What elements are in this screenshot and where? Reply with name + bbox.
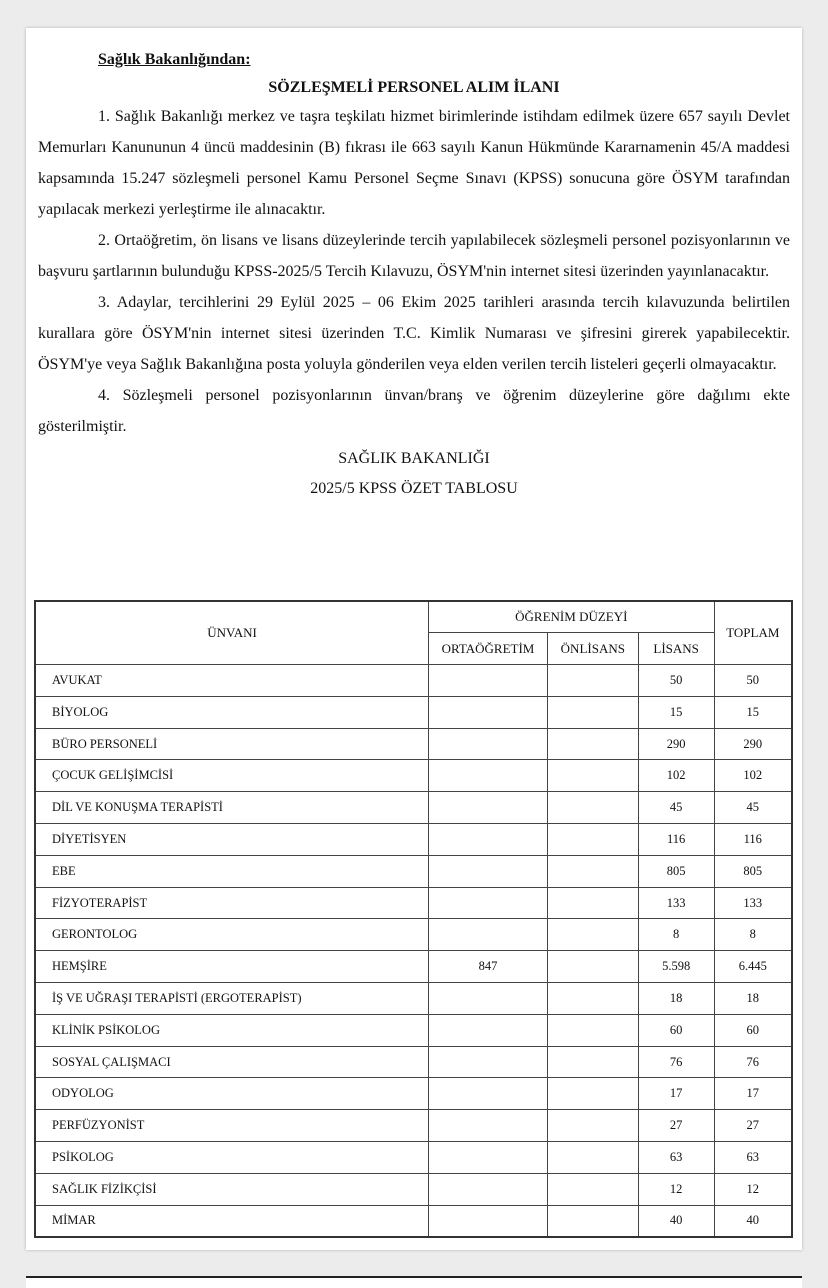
table-row xyxy=(35,760,792,792)
cell-unvan: SOSYAL ÇALIŞMACI xyxy=(35,1046,429,1078)
cell-toplam: 50 xyxy=(714,665,792,697)
cell-onlisans xyxy=(547,665,638,697)
kpss-summary-table xyxy=(34,600,793,1238)
cell-lisans: 63 xyxy=(638,1142,714,1174)
cell-unvan: İŞ VE UĞRAŞI TERAPİSTİ (ERGOTERAPİST) xyxy=(35,983,429,1015)
cell-ortaogretim xyxy=(429,696,548,728)
table-row xyxy=(35,665,792,697)
cell-toplam: 6.445 xyxy=(714,951,792,983)
cell-ortaogretim xyxy=(429,824,548,856)
table-row xyxy=(35,983,792,1015)
table-row xyxy=(35,1110,792,1142)
cell-onlisans xyxy=(547,792,638,824)
cell-lisans: 8 xyxy=(638,919,714,951)
cell-unvan: ODYOLOG xyxy=(35,1078,429,1110)
cell-ortaogretim xyxy=(429,1078,548,1110)
cell-onlisans xyxy=(547,855,638,887)
cell-unvan: GERONTOLOG xyxy=(35,919,429,951)
cell-onlisans xyxy=(547,1078,638,1110)
document-page xyxy=(26,28,802,1250)
cell-toplam: 63 xyxy=(714,1142,792,1174)
header-onlisans: ÖNLİSANS xyxy=(547,633,638,665)
cell-lisans: 290 xyxy=(638,728,714,760)
table-row xyxy=(35,1014,792,1046)
header-ortaogretim: ORTAÖĞRETİM xyxy=(429,633,548,665)
cell-unvan: KLİNİK PSİKOLOG xyxy=(35,1014,429,1046)
next-page-edge xyxy=(26,1276,802,1288)
table-row xyxy=(35,696,792,728)
cell-toplam: 8 xyxy=(714,919,792,951)
table-row xyxy=(35,919,792,951)
cell-onlisans xyxy=(547,951,638,983)
table-row xyxy=(35,1173,792,1205)
cell-onlisans xyxy=(547,760,638,792)
table-row xyxy=(35,887,792,919)
table-row xyxy=(35,1046,792,1078)
cell-ortaogretim xyxy=(429,1205,548,1237)
table-row xyxy=(35,728,792,760)
document-body xyxy=(38,50,790,502)
cell-toplam: 17 xyxy=(714,1078,792,1110)
cell-lisans: 17 xyxy=(638,1078,714,1110)
table-row xyxy=(35,1142,792,1174)
cell-unvan: DİYETİSYEN xyxy=(35,824,429,856)
cell-toplam: 40 xyxy=(714,1205,792,1237)
cell-onlisans xyxy=(547,983,638,1015)
cell-onlisans xyxy=(547,824,638,856)
cell-onlisans xyxy=(547,919,638,951)
cell-toplam: 290 xyxy=(714,728,792,760)
cell-unvan: AVUKAT xyxy=(35,665,429,697)
cell-lisans: 60 xyxy=(638,1014,714,1046)
cell-ortaogretim: 847 xyxy=(429,951,548,983)
cell-ortaogretim xyxy=(429,728,548,760)
cell-onlisans xyxy=(547,1173,638,1205)
cell-unvan: FİZYOTERAPİST xyxy=(35,887,429,919)
cell-onlisans xyxy=(547,1110,638,1142)
cell-toplam: 76 xyxy=(714,1046,792,1078)
cell-lisans: 18 xyxy=(638,983,714,1015)
cell-unvan: ÇOCUK GELİŞİMCİSİ xyxy=(35,760,429,792)
cell-lisans: 76 xyxy=(638,1046,714,1078)
table-title-ministry: SAĞLIK BAKANLIĞI xyxy=(338,450,490,467)
table-row xyxy=(35,824,792,856)
cell-unvan: MİMAR xyxy=(35,1205,429,1237)
table-row xyxy=(35,855,792,887)
cell-ortaogretim xyxy=(429,792,548,824)
issuer-heading: Sağlık Bakanlığından: xyxy=(98,51,251,68)
table-body xyxy=(35,665,792,1237)
paragraph-4: 4. Sözleşmeli personel pozisyonlarının ünvan/branş ve öğrenim düzeylerine göre dağılımı ekte gösterilmiştir. xyxy=(38,387,790,435)
cell-onlisans xyxy=(547,1046,638,1078)
cell-lisans: 45 xyxy=(638,792,714,824)
cell-ortaogretim xyxy=(429,665,548,697)
announcement-title: SÖZLEŞMELİ PERSONEL ALIM İLANI xyxy=(268,79,560,96)
cell-toplam: 60 xyxy=(714,1014,792,1046)
cell-toplam: 45 xyxy=(714,792,792,824)
cell-lisans: 40 xyxy=(638,1205,714,1237)
cell-toplam: 12 xyxy=(714,1173,792,1205)
header-lisans: LİSANS xyxy=(638,633,714,665)
cell-lisans: 102 xyxy=(638,760,714,792)
cell-toplam: 15 xyxy=(714,696,792,728)
cell-onlisans xyxy=(547,1014,638,1046)
cell-ortaogretim xyxy=(429,1014,548,1046)
cell-unvan: DİL VE KONUŞMA TERAPİSTİ xyxy=(35,792,429,824)
cell-lisans: 5.598 xyxy=(638,951,714,983)
header-toplam: TOPLAM xyxy=(714,601,792,665)
header-unvan: ÜNVANI xyxy=(35,601,429,665)
cell-ortaogretim xyxy=(429,1110,548,1142)
table-title-summary: 2025/5 KPSS ÖZET TABLOSU xyxy=(310,480,518,497)
cell-toplam: 18 xyxy=(714,983,792,1015)
cell-lisans: 27 xyxy=(638,1110,714,1142)
cell-ortaogretim xyxy=(429,1046,548,1078)
cell-lisans: 133 xyxy=(638,887,714,919)
cell-ortaogretim xyxy=(429,1173,548,1205)
paragraph-1: 1. Sağlık Bakanlığı merkez ve taşra teşkilatı hizmet birimlerinde istihdam edilmek üzere 657 sayılı Devlet Memurları Kanununun 4 üncü maddesinin (B) fıkrası ile 663 sayılı Kanun Hükmünde Kararnamenin 45/A maddesi kapsamında 15.247 sözleşmeli personel Kamu Personel Seçme Sınavı (KPSS) sonucuna göre ÖSYM tarafından yapılacak merkezi yerleştirme ile alınacaktır. xyxy=(38,108,790,218)
cell-lisans: 15 xyxy=(638,696,714,728)
cell-unvan: PSİKOLOG xyxy=(35,1142,429,1174)
cell-lisans: 12 xyxy=(638,1173,714,1205)
cell-unvan: BİYOLOG xyxy=(35,696,429,728)
cell-onlisans xyxy=(547,887,638,919)
cell-ortaogretim xyxy=(429,887,548,919)
header-ogrenim-duzeyi: ÖĞRENİM DÜZEYİ xyxy=(429,601,715,633)
cell-ortaogretim xyxy=(429,1142,548,1174)
table-row xyxy=(35,792,792,824)
cell-unvan: EBE xyxy=(35,855,429,887)
table-row xyxy=(35,951,792,983)
cell-onlisans xyxy=(547,728,638,760)
cell-lisans: 50 xyxy=(638,665,714,697)
cell-unvan: SAĞLIK FİZİKÇİSİ xyxy=(35,1173,429,1205)
cell-ortaogretim xyxy=(429,760,548,792)
cell-toplam: 805 xyxy=(714,855,792,887)
cell-unvan: HEMŞİRE xyxy=(35,951,429,983)
paragraph-3: 3. Adaylar, tercihlerini 29 Eylül 2025 – 06 Ekim 2025 tarihleri arasında tercih kılavuzunda belirtilen kurallara göre ÖSYM'nin internet sitesi üzerinden T.C. Kimlik Numarası ve şifresini girerek yapabilecektir. ÖSYM'ye veya Sağlık Bakanlığına posta yoluyla gönderilen veya elden verilen tercih listeleri geçerli olmayacaktır. xyxy=(38,294,790,373)
cell-toplam: 102 xyxy=(714,760,792,792)
cell-ortaogretim xyxy=(429,855,548,887)
table-row xyxy=(35,1205,792,1237)
cell-toplam: 116 xyxy=(714,824,792,856)
table-row xyxy=(35,1078,792,1110)
table-header-row-1 xyxy=(35,601,792,633)
cell-lisans: 116 xyxy=(638,824,714,856)
cell-onlisans xyxy=(547,696,638,728)
paragraph-2: 2. Ortaöğretim, ön lisans ve lisans düzeylerinde tercih yapılabilecek sözleşmeli personel pozisyonlarının ve başvuru şartlarının bulunduğu KPSS-2025/5 Tercih Kılavuzu, ÖSYM'nin internet sitesi üzerinden yayınlanacaktır. xyxy=(38,232,790,280)
cell-ortaogretim xyxy=(429,919,548,951)
cell-toplam: 27 xyxy=(714,1110,792,1142)
cell-onlisans xyxy=(547,1205,638,1237)
cell-toplam: 133 xyxy=(714,887,792,919)
cell-onlisans xyxy=(547,1142,638,1174)
cell-ortaogretim xyxy=(429,983,548,1015)
cell-lisans: 805 xyxy=(638,855,714,887)
cell-unvan: BÜRO PERSONELİ xyxy=(35,728,429,760)
cell-unvan: PERFÜZYONİST xyxy=(35,1110,429,1142)
